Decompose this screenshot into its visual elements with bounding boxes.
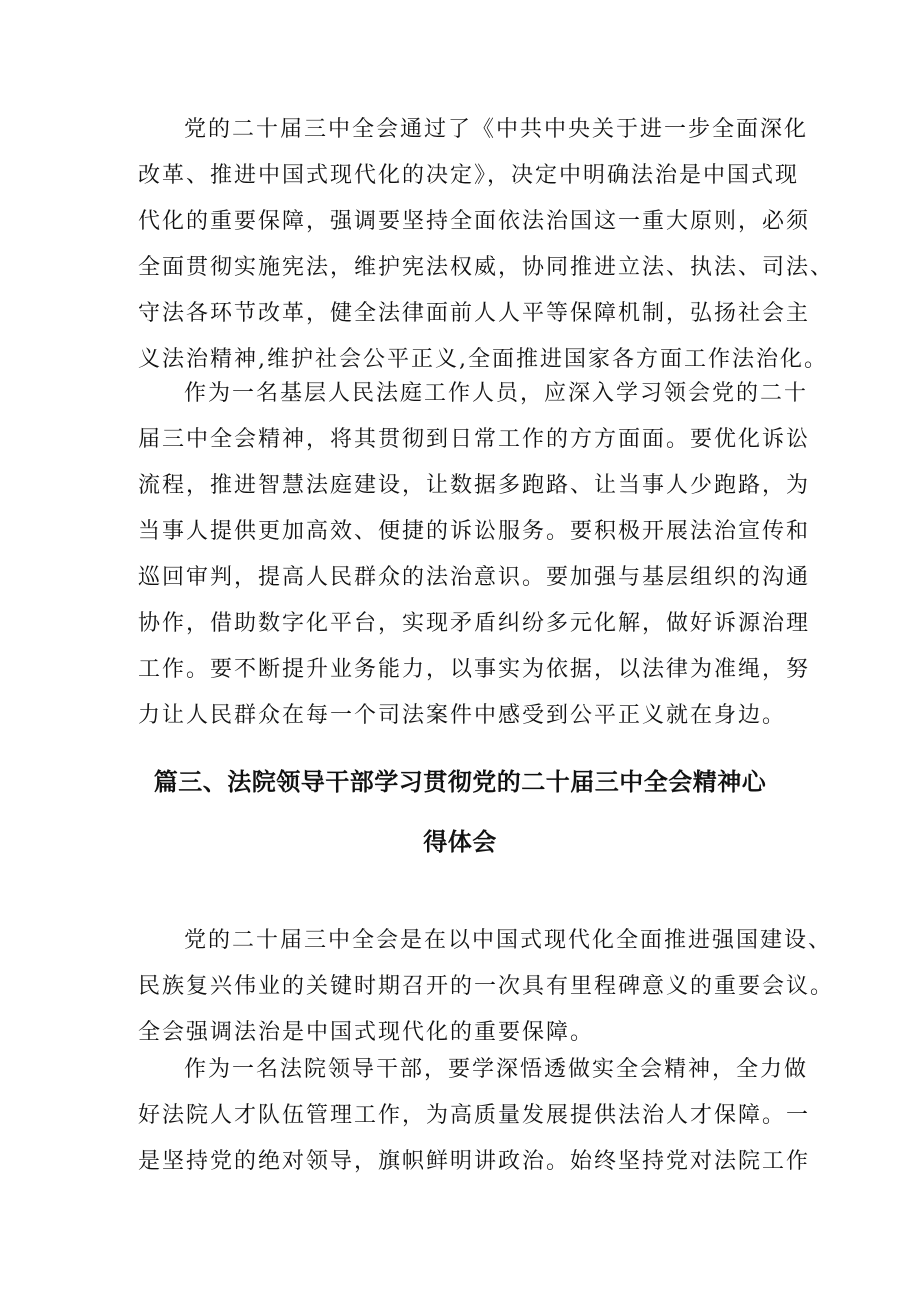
paragraph-line: 义法治精神,维护社会公平正义,全面推进国家各方面工作法治化。 [138, 347, 828, 372]
paragraph-line: 是坚持党的绝对领导，旗帜鲜明讲政治。始终坚持党对法院工作 [138, 1149, 811, 1174]
paragraph-3 [138, 918, 834, 1056]
paragraph-line: 作为一名基层人民法庭工作人员，应深入学习领会党的二十 [184, 381, 809, 406]
paragraph-line: 全面贯彻实施宪法，维护宪法权威，协同推进立法、执法、司法、 [138, 255, 835, 280]
paragraph-line: 改革、推进中国式现代化的决定》，决定中明确法治是中国式现 [138, 163, 800, 188]
paragraph-line: 流程，推进智慧法庭建设，让数据多跑路、让当事人少跑路，为 [138, 473, 811, 498]
paragraph-line: 党的二十届三中全会是在以中国式现代化全面推进强国建设、 [184, 928, 833, 953]
paragraph-line: 民族复兴伟业的关键时期召开的一次具有里程碑意义的重要会议。 [138, 974, 835, 999]
paragraph-line: 届三中全会精神，将其贯彻到日常工作的方方面面。要优化诉讼 [138, 427, 811, 452]
paragraph-line: 协作，借助数字化平台，实现矛盾纠纷多元化解，做好诉源治理 [138, 611, 811, 636]
paragraph-line: 力让人民群众在每一个司法案件中感受到公平正义就在身边。 [138, 703, 787, 728]
paragraph-line: 工作。要不断提升业务能力，以事实为依据，以法律为准绳，努 [138, 657, 811, 682]
paragraph-1 [138, 107, 834, 383]
paragraph-4 [138, 1047, 810, 1185]
paragraph-line: 党的二十届三中全会通过了《中共中央关于进一步全面深化 [184, 117, 809, 142]
paragraph-line: 好法院人才队伍管理工作，为高质量发展提供法治人才保障。一 [138, 1103, 811, 1128]
paragraph-line: 当事人提供更加高效、便捷的诉讼服务。要积极开展法治宣传和 [138, 519, 811, 544]
paragraph-line: 作为一名法院领导干部，要学深悟透做实全会精神，全力做 [184, 1057, 809, 1082]
paragraph-line: 守法各环节改革，健全法律面前人人平等保障机制，弘扬社会主 [138, 301, 811, 326]
paragraph-line: 代化的重要保障，强调要坚持全面依法治国这一重大原则，必须 [138, 209, 811, 234]
paragraph-line: 巡回审判，提高人民群众的法治意识。要加强与基层组织的沟通 [138, 565, 811, 590]
paragraph-2 [138, 371, 810, 739]
section-heading: 篇三、法院领导干部学习贯彻党的二十届三中全会精神心 [153, 768, 767, 796]
section-heading-continuation: 得体会 [423, 828, 497, 856]
paragraph-line: 全会强调法治是中国式现代化的重要保障。 [138, 1020, 595, 1045]
